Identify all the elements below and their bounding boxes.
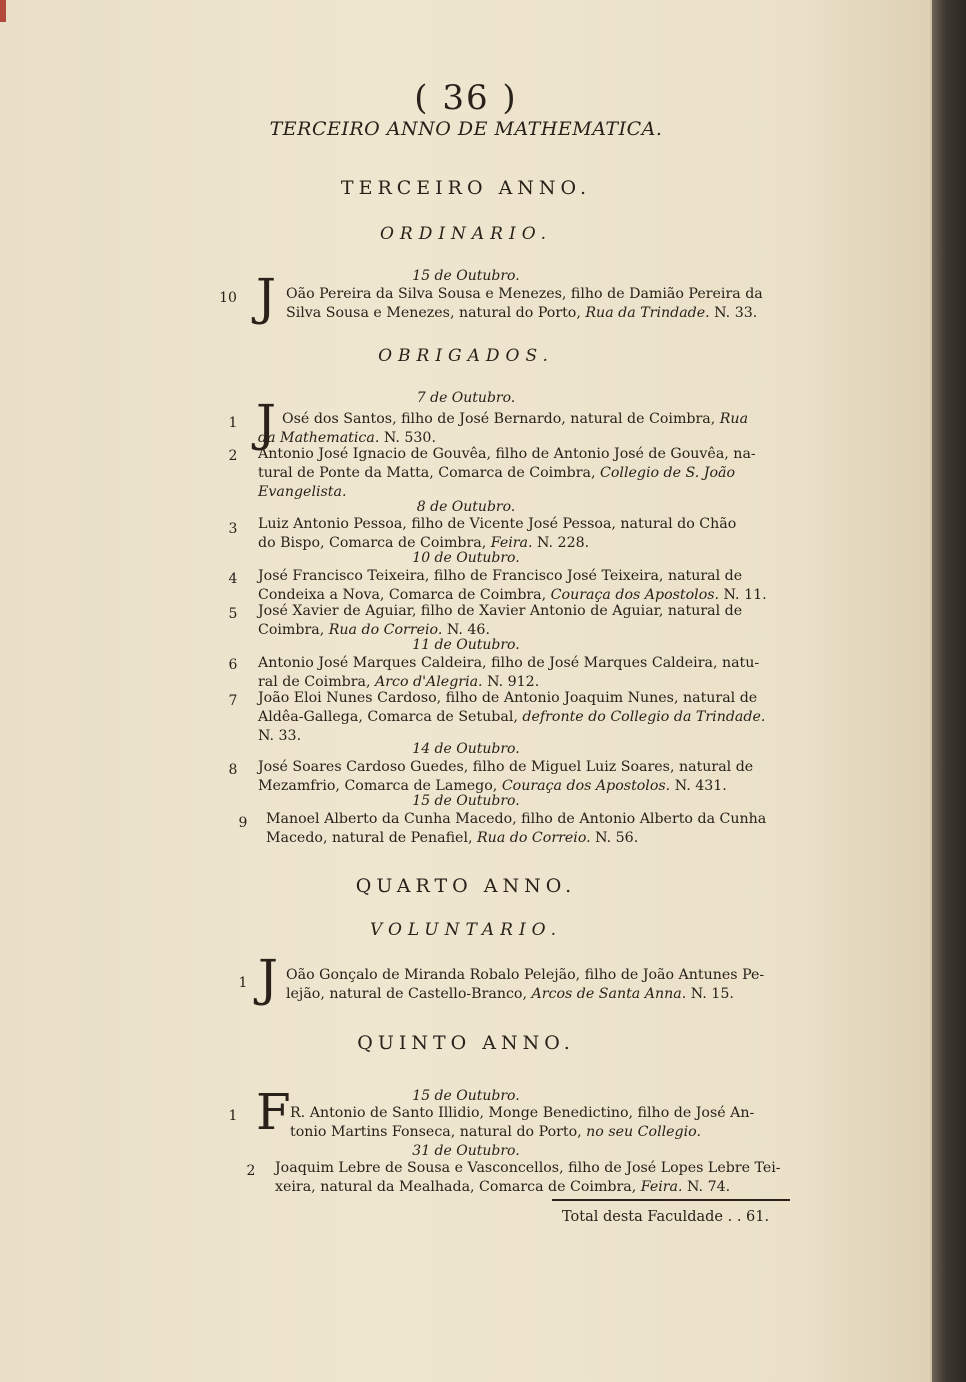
entry-number: 1 xyxy=(238,975,248,991)
date-label: 11 de Outubro. xyxy=(412,637,520,653)
running-title: TERCEIRO ANNO DE MATHEMATICA. xyxy=(269,118,663,140)
total-rule xyxy=(552,1199,790,1201)
heading-quarto-anno: QUARTO ANNO. xyxy=(355,875,577,897)
entry-number: 2 xyxy=(246,1163,256,1179)
drop-initial: J xyxy=(256,268,277,326)
date-label: 14 de Outubro. xyxy=(412,741,520,757)
book-spine xyxy=(932,0,966,1382)
heading-voluntario: VOLUNTARIO. xyxy=(369,920,563,940)
page-number: ( 36 ) xyxy=(414,78,518,118)
entry-number: 5 xyxy=(228,606,238,622)
entry-line: Silva Sousa e Menezes, natural do Porto, Rua da Trindade. N. 33. xyxy=(286,305,758,321)
heading-quinto-anno: QUINTO ANNO. xyxy=(357,1032,575,1054)
entry-obrigado-3: Luiz Antonio Pessoa, filho de Vicente José Pessoa, natural do Chão do Bispo, Comarca de Coimbra, Feira. N. 228. xyxy=(258,516,737,551)
date-label: 15 de Outubro. xyxy=(412,1088,520,1104)
entry-number: 7 xyxy=(228,693,238,709)
drop-initial: J xyxy=(258,949,279,1007)
entry-obrigado-6: Antonio José Marques Caldeira, filho de José Marques Caldeira, natu- ral de Coimbra, Arco d'Alegria. N. 912. xyxy=(258,655,760,690)
date-label: 15 de Outubro. xyxy=(412,793,520,809)
entry-number: 1 xyxy=(228,1108,238,1124)
date-label: 15 de Outubro. xyxy=(412,268,520,284)
date-label: 7 de Outubro. xyxy=(416,390,516,406)
entry-number: 2 xyxy=(228,448,238,464)
heading-ordinario: ORDINARIO. xyxy=(379,224,553,244)
heading-obrigados: OBRIGADOS. xyxy=(378,346,554,366)
entry-obrigado-4: José Francisco Teixeira, filho de Francisco José Teixeira, natural de Condeixa a Nova, Comarca de Coimbra, Couraça dos Apostolos. N. 11. xyxy=(258,568,767,603)
entry-number: 3 xyxy=(228,521,238,537)
faculty-total: Total desta Faculdade . . 61. xyxy=(562,1209,770,1225)
red-margin-mark xyxy=(0,0,6,22)
entry-number: 9 xyxy=(238,815,248,831)
heading-terceiro-anno: TERCEIRO ANNO. xyxy=(340,177,592,199)
entry-ordinario xyxy=(286,285,790,323)
entry-number: 1 xyxy=(228,415,238,431)
drop-initial: J xyxy=(256,394,277,452)
date-label: 8 de Outubro. xyxy=(416,499,516,515)
entry-number: 8 xyxy=(228,762,238,778)
date-label: 10 de Outubro. xyxy=(412,550,520,566)
entry-quinto-1: R. Antonio de Santo Illidio, Monge Benedictino, filho de José An- tonio Martins Fonseca, natural do Porto, no seu Collegio. xyxy=(290,1105,755,1140)
entry-line: Oão Pereira da Silva Sousa e Menezes, filho de Damião Pereira da xyxy=(286,286,763,302)
entry-voluntario: Oão Gonçalo de Miranda Robalo Pelejão, filho de João Antunes Pe- lejão, natural de Castello-Branco, Arcos de Santa Anna. N. 15. xyxy=(286,967,765,1002)
entry-obrigado-7: João Eloi Nunes Cardoso, filho de Antonio Joaquim Nunes, natural de Aldêa-Gallega, Comarca de Setubal, defronte do Collegio da Trindade. N. 33. xyxy=(258,690,766,744)
entry-quinto-2: Joaquim Lebre de Sousa e Vasconcellos, filho de José Lopes Lebre Tei- xeira, natural da Mealhada, Comarca de Coimbra, Feira. N. 74. xyxy=(275,1160,781,1195)
entry-obrigado-5: José Xavier de Aguiar, filho de Xavier Antonio de Aguiar, natural de Coimbra, Rua do Correio. N. 46. xyxy=(258,603,743,638)
entry-number: 6 xyxy=(228,657,238,673)
entry-obrigado-2: Antonio José Ignacio de Gouvêa, filho de Antonio José de Gouvêa, na- tural de Ponte da Matta, Comarca de Coimbra, Collegio de S. João Evangelista. xyxy=(258,446,756,500)
entry-number: 10 xyxy=(219,290,237,306)
date-label: 31 de Outubro. xyxy=(412,1143,520,1159)
entry-obrigado-1: Osé dos Santos, filho de José Bernardo, natural de Coimbra, Rua da Mathematica. N. 530. xyxy=(258,411,749,446)
entry-obrigado-8: José Soares Cardoso Guedes, filho de Miguel Luiz Soares, natural de Mezamfrio, Comarca de Lamego, Couraça dos Apostolos. N. 431. xyxy=(258,759,754,794)
entry-number: 4 xyxy=(228,571,238,587)
entry-obrigado-9: Manoel Alberto da Cunha Macedo, filho de Antonio Alberto da Cunha Macedo, natural de Penafiel, Rua do Correio. N. 56. xyxy=(266,811,767,846)
drop-initial: F xyxy=(256,1083,291,1141)
